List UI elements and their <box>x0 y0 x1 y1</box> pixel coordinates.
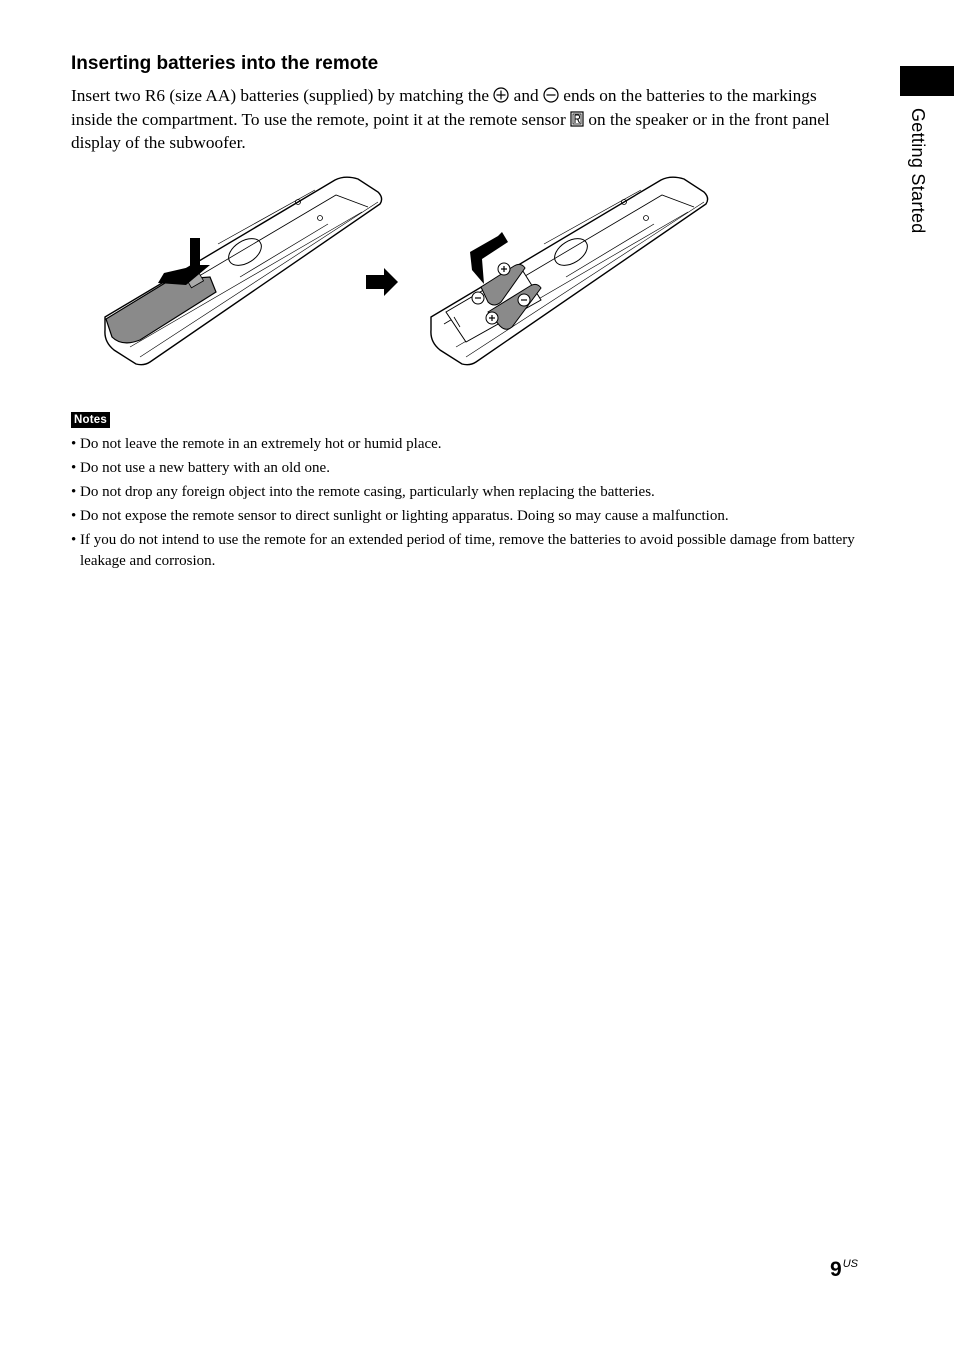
intro-text-and: and <box>513 86 539 105</box>
notes-list <box>71 434 861 575</box>
notes-label: Notes <box>71 412 110 428</box>
page-number-suffix: US <box>842 1258 858 1270</box>
list-item: • Do not expose the remote sensor to direct sunlight or lighting apparatus. Doing so may cause a malfunction. <box>71 506 861 527</box>
list-item: • Do not drop any foreign object into the remote casing, particularly when replacing the batteries. <box>71 482 861 503</box>
intro-text-1: Insert two R6 (size AA) batteries (supplied) by matching the <box>71 86 490 105</box>
page-number-value: 9 <box>830 1258 842 1281</box>
plus-circle-icon <box>493 87 509 103</box>
remote-sensor-icon <box>570 111 584 127</box>
intro-text-3: on the speaker or in the front panel display of the subwoofer. <box>71 109 830 152</box>
list-item: • Do not leave the remote in an extremely hot or humid place. <box>71 434 861 455</box>
intro-text-2: ends on the batteries to the markings inside the compartment. To use the remote, point it at the remote sensor <box>71 86 817 129</box>
arrow-right-icon <box>366 268 398 296</box>
remote-with-batteries-illustration <box>431 177 708 364</box>
intro-paragraph <box>71 84 861 155</box>
page-number <box>830 1258 858 1282</box>
section-tab-label: Getting Started <box>908 108 928 234</box>
minus-circle-icon <box>543 87 559 103</box>
list-item: • Do not use a new battery with an old one. <box>71 458 861 479</box>
section-tab-marker <box>900 66 954 96</box>
list-item: • If you do not intend to use the remote for an extended period of time, remove the batteries to avoid possible damage from battery leakage and corrosion. <box>71 530 861 572</box>
section-heading: Inserting batteries into the remote <box>71 53 379 74</box>
remote-with-cover-illustration <box>105 177 382 364</box>
battery-insertion-illustration <box>100 172 720 372</box>
